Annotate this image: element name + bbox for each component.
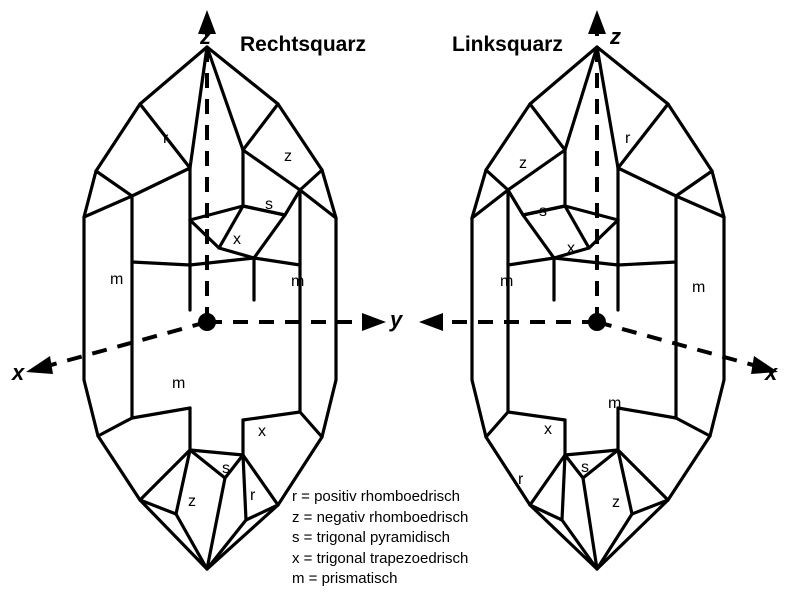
- origin-dot-right: [588, 313, 606, 331]
- origin-dot-left: [198, 313, 216, 331]
- face-label-x: x: [233, 231, 241, 248]
- face-label-s: s: [581, 459, 589, 476]
- z-arrow-right: [588, 10, 606, 34]
- axis-label-z-right: z: [610, 24, 621, 49]
- title-rechtsquarz: Rechtsquarz: [240, 33, 367, 56]
- face-label-m: m: [291, 273, 305, 290]
- face-label-x: x: [567, 240, 575, 257]
- face-label-z: z: [188, 493, 196, 510]
- face-label-r: r: [625, 130, 631, 147]
- axis-label-x-right: x: [765, 360, 778, 385]
- face-label-z: z: [612, 494, 620, 511]
- face-label-m: m: [110, 271, 124, 288]
- legend-item-m: m = prismatisch: [292, 570, 398, 587]
- legend-item-x: x = trigonal trapezoedrisch: [292, 549, 469, 567]
- face-label-m: m: [608, 395, 622, 412]
- axis-label-z-left: z: [200, 24, 211, 49]
- axis-label-x-left: x: [12, 360, 25, 385]
- x-axis-left-line: [40, 322, 207, 368]
- y-arrow-right: [419, 313, 443, 331]
- axis-label-y: y: [390, 307, 403, 332]
- x-axis-right-line: [597, 322, 764, 368]
- title-linksquarz: Linksquarz: [452, 33, 563, 56]
- face-label-r: r: [163, 130, 169, 147]
- face-label-z: z: [284, 148, 292, 165]
- face-label-s: s: [265, 196, 273, 213]
- legend: [292, 487, 468, 590]
- y-arrow-left: [362, 313, 386, 331]
- face-label-r: r: [250, 487, 256, 504]
- face-label-m: m: [500, 273, 514, 290]
- face-label-z: z: [519, 155, 527, 172]
- face-label-x: x: [544, 421, 552, 438]
- x-arrow-left: [26, 356, 53, 374]
- face-label-m: m: [692, 279, 706, 296]
- face-label-x: x: [258, 423, 266, 440]
- face-label-s: s: [222, 460, 230, 477]
- face-label-m: m: [172, 375, 186, 392]
- legend-item-r: r = positiv rhomboedrisch: [292, 488, 460, 505]
- legend-item-z: z = negativ rhomboedrisch: [292, 508, 469, 526]
- face-label-r: r: [518, 471, 524, 488]
- face-label-s: s: [539, 203, 547, 220]
- legend-item-s: s = trigonal pyramidisch: [292, 529, 450, 546]
